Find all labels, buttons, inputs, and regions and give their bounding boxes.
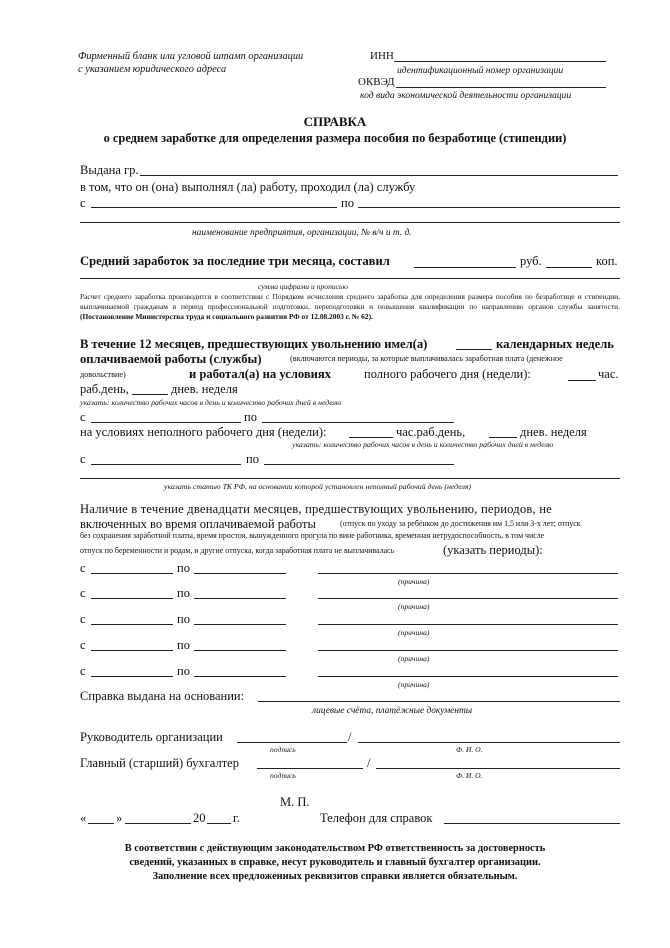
periods-line1: Наличие в течение двенадцати месяцев, предшествующих увольнению, периодов, не bbox=[80, 502, 552, 516]
period-reason-field[interactable] bbox=[318, 624, 618, 625]
period-to-field[interactable] bbox=[194, 650, 286, 651]
fulltime-to-label: по bbox=[244, 410, 257, 424]
rub-label: руб. bbox=[520, 254, 542, 268]
parttime-days-label: днев. неделя bbox=[520, 425, 587, 439]
inn-label: ИНН bbox=[370, 50, 394, 62]
accountant-name-caption: Ф. И. О. bbox=[456, 771, 483, 780]
head-name-caption: Ф. И. О. bbox=[456, 745, 483, 754]
fulltime-from-field[interactable] bbox=[91, 422, 241, 423]
weeks-line1-a: В течение 12 месяцев, предшествующих увольнению имел(а) bbox=[80, 337, 428, 351]
earnings-label: Средний заработок за последние три месяца, составил bbox=[80, 254, 390, 268]
period-reason-field[interactable] bbox=[318, 676, 618, 677]
from-date-field[interactable] bbox=[91, 207, 337, 208]
fulltime-hours-field[interactable] bbox=[568, 380, 596, 381]
phone-field[interactable] bbox=[444, 823, 620, 824]
okved-field[interactable] bbox=[396, 87, 606, 88]
okved-label: ОКВЭД bbox=[358, 76, 395, 88]
parttime-from-field[interactable] bbox=[91, 464, 241, 465]
period-from-label: с bbox=[80, 664, 86, 678]
basis-caption: лицевые счёта, платёжные документы bbox=[312, 706, 473, 716]
period-to-field[interactable] bbox=[194, 624, 286, 625]
periods-line2-main: включенных во время оплачиваемой работы bbox=[80, 517, 316, 531]
period-to-field[interactable] bbox=[194, 573, 286, 574]
date-close-quote: » bbox=[116, 811, 123, 825]
amount-words-field[interactable] bbox=[80, 278, 620, 279]
workday-label: раб.день, bbox=[80, 382, 129, 396]
weeks-line1-b: календарных недель bbox=[496, 337, 614, 351]
date-open-quote: « bbox=[80, 811, 87, 825]
head-sign-caption: подпись bbox=[270, 745, 296, 754]
periods-line3-note: без сохранения заработной платы, время простоя, вынужденного прогула по вине работника, временная нетрудоспособность, в том числе bbox=[80, 531, 545, 540]
period-from-label: с bbox=[80, 612, 86, 626]
date-year-field[interactable] bbox=[207, 823, 231, 824]
hours-label: час. bbox=[598, 367, 619, 381]
period-to-field[interactable] bbox=[194, 598, 286, 599]
period-to-label: по bbox=[177, 638, 190, 652]
parttime-hours-label: час.раб.день, bbox=[396, 425, 466, 439]
parttime-to-field[interactable] bbox=[264, 464, 454, 465]
document-title: СПРАВКА bbox=[303, 114, 367, 129]
fulltime-label: полного рабочего дня (недели): bbox=[364, 367, 531, 381]
year-suffix: г. bbox=[233, 811, 240, 825]
parttime-from-label: с bbox=[80, 452, 86, 466]
period-from-label: с bbox=[80, 586, 86, 600]
fulltime-days-field[interactable] bbox=[132, 394, 168, 395]
fulltime-to-field[interactable] bbox=[262, 422, 454, 423]
period-from-label: с bbox=[80, 638, 86, 652]
kop-field[interactable] bbox=[546, 267, 592, 268]
weekdays-label: днев. неделя bbox=[171, 382, 238, 396]
phone-label: Телефон для справок bbox=[320, 811, 433, 825]
parttime-caption: указать: количество рабочих часов в день и количество рабочих дней в неделю bbox=[292, 440, 554, 449]
period-reason-field[interactable] bbox=[318, 598, 618, 599]
rub-field[interactable] bbox=[414, 267, 516, 268]
allowance-note: довольствие) bbox=[80, 370, 126, 379]
document-subtitle: о среднем заработке для определения размера пособия по безработице (стипендии) bbox=[103, 131, 567, 145]
calculation-note-reference: (Постановление Министерства труда и социального развития РФ от 12.08.2003 г. № 62). bbox=[80, 312, 373, 321]
kop-label: коп. bbox=[596, 254, 618, 268]
paid-work-note: (включаются периоды, за которые выплачивалась заработная плата (денежное bbox=[290, 354, 563, 363]
issued-to-label: Выдана гр. bbox=[80, 163, 139, 177]
accountant-sign-caption: подпись bbox=[270, 771, 296, 780]
organization-caption: наименование предприятия, организации, № в/ч и т. д. bbox=[192, 228, 412, 238]
year-prefix: 20 bbox=[193, 811, 206, 825]
amount-caption: сумма цифрами и прописью bbox=[258, 282, 348, 291]
period-to-field[interactable] bbox=[194, 676, 286, 677]
date-month-field[interactable] bbox=[125, 823, 191, 824]
head-name-field[interactable] bbox=[358, 742, 620, 743]
period-reason-field[interactable] bbox=[318, 573, 618, 574]
weeks-count-field[interactable] bbox=[456, 349, 492, 350]
calculation-note bbox=[80, 292, 620, 322]
parttime-label: на условиях неполного рабочего дня (недели): bbox=[80, 425, 327, 439]
inn-caption: идентификационный номер организации bbox=[397, 65, 564, 76]
accountant-signature-field[interactable] bbox=[257, 768, 363, 769]
reason-caption: (причина) bbox=[398, 602, 430, 611]
parttime-days-field[interactable] bbox=[489, 437, 517, 438]
accountant-name-field[interactable] bbox=[376, 768, 620, 769]
period-to-label: по bbox=[177, 664, 190, 678]
basis-label: Справка выдана на основании: bbox=[80, 689, 245, 703]
footer-line3: Заполнение всех предложенных реквизитов справки является обязательным. bbox=[152, 871, 518, 882]
letterhead-line1: Фирменный бланк или угловой штамп организации bbox=[78, 51, 304, 62]
periods-line4-note: отпуск по беременности и родам, и другие отпуска, когда заработная плата не выплачивалась bbox=[80, 546, 395, 555]
footer-line2: сведений, указанных в справке, несут руководитель и главный бухгалтер организации. bbox=[129, 857, 541, 868]
period-to-label: по bbox=[177, 612, 190, 626]
recipient-name-field[interactable] bbox=[140, 175, 618, 176]
accountant-label: Главный (старший) бухгалтер bbox=[80, 756, 239, 770]
labor-code-article-field[interactable] bbox=[80, 478, 620, 479]
to-label: по bbox=[341, 196, 354, 210]
head-slash: / bbox=[348, 730, 352, 744]
letterhead-line2: с указанием юридического адреса bbox=[78, 64, 227, 75]
period-from-label: с bbox=[80, 561, 86, 575]
date-day-field[interactable] bbox=[88, 823, 114, 824]
labor-code-caption: указать статью ТК РФ, на основании которой установлен неполный рабочий день (неделя) bbox=[164, 482, 472, 491]
reason-caption: (причина) bbox=[398, 680, 430, 689]
period-from-field[interactable] bbox=[91, 676, 173, 677]
period-from-field[interactable] bbox=[91, 650, 173, 651]
parttime-hours-field[interactable] bbox=[349, 437, 393, 438]
period-to-label: по bbox=[177, 561, 190, 575]
period-from-field[interactable] bbox=[91, 598, 173, 599]
head-label: Руководитель организации bbox=[80, 730, 223, 744]
period-to-label: по bbox=[177, 586, 190, 600]
periods-line2-note: (отпуск по уходу за ребёнком до достижения им 1,5 или 3-х лет; отпуск bbox=[340, 519, 581, 528]
reason-caption: (причина) bbox=[398, 654, 430, 663]
reason-caption: (причина) bbox=[398, 628, 430, 637]
fulltime-from-label: с bbox=[80, 410, 86, 424]
worked-conditions-label: и работал(а) на условиях bbox=[189, 367, 332, 381]
period-from-field[interactable] bbox=[91, 624, 173, 625]
from-label: с bbox=[80, 196, 86, 210]
period-from-field[interactable] bbox=[91, 573, 173, 574]
periods-line4-main: (указать периоды): bbox=[443, 543, 543, 557]
accountant-slash: / bbox=[367, 756, 371, 770]
organization-field[interactable] bbox=[80, 222, 620, 223]
calculation-note-text: Расчет среднего заработка производится в соответствии с Порядком исчисления среднего заработка для определения размера пособия по безработице и стипендии, выплачиваемой гражданам в период профессиональной подготовки, переподготовки и повышения квалификации по направлению органов службы занятости. bbox=[80, 292, 620, 311]
paid-work-label: оплачиваемой работы (службы) bbox=[80, 352, 262, 366]
reason-caption: (причина) bbox=[398, 577, 430, 586]
work-statement: в том, что он (она) выполнял (ла) работу, проходил (ла) службу bbox=[80, 180, 416, 194]
basis-field[interactable] bbox=[258, 701, 620, 702]
fulltime-caption: указать: количество рабочих часов в день и количество рабочих дней в неделю bbox=[80, 398, 342, 407]
footer-line1: В соответствии с действующим законодательством РФ ответственность за достоверность bbox=[124, 843, 546, 854]
okved-caption: код вида экономической деятельности организации bbox=[360, 90, 572, 101]
inn-field[interactable] bbox=[394, 61, 606, 62]
head-signature-field[interactable] bbox=[237, 742, 347, 743]
period-reason-field[interactable] bbox=[318, 650, 618, 651]
to-date-field[interactable] bbox=[358, 207, 620, 208]
stamp-place: М. П. bbox=[280, 795, 310, 809]
parttime-to-label: по bbox=[246, 452, 259, 466]
